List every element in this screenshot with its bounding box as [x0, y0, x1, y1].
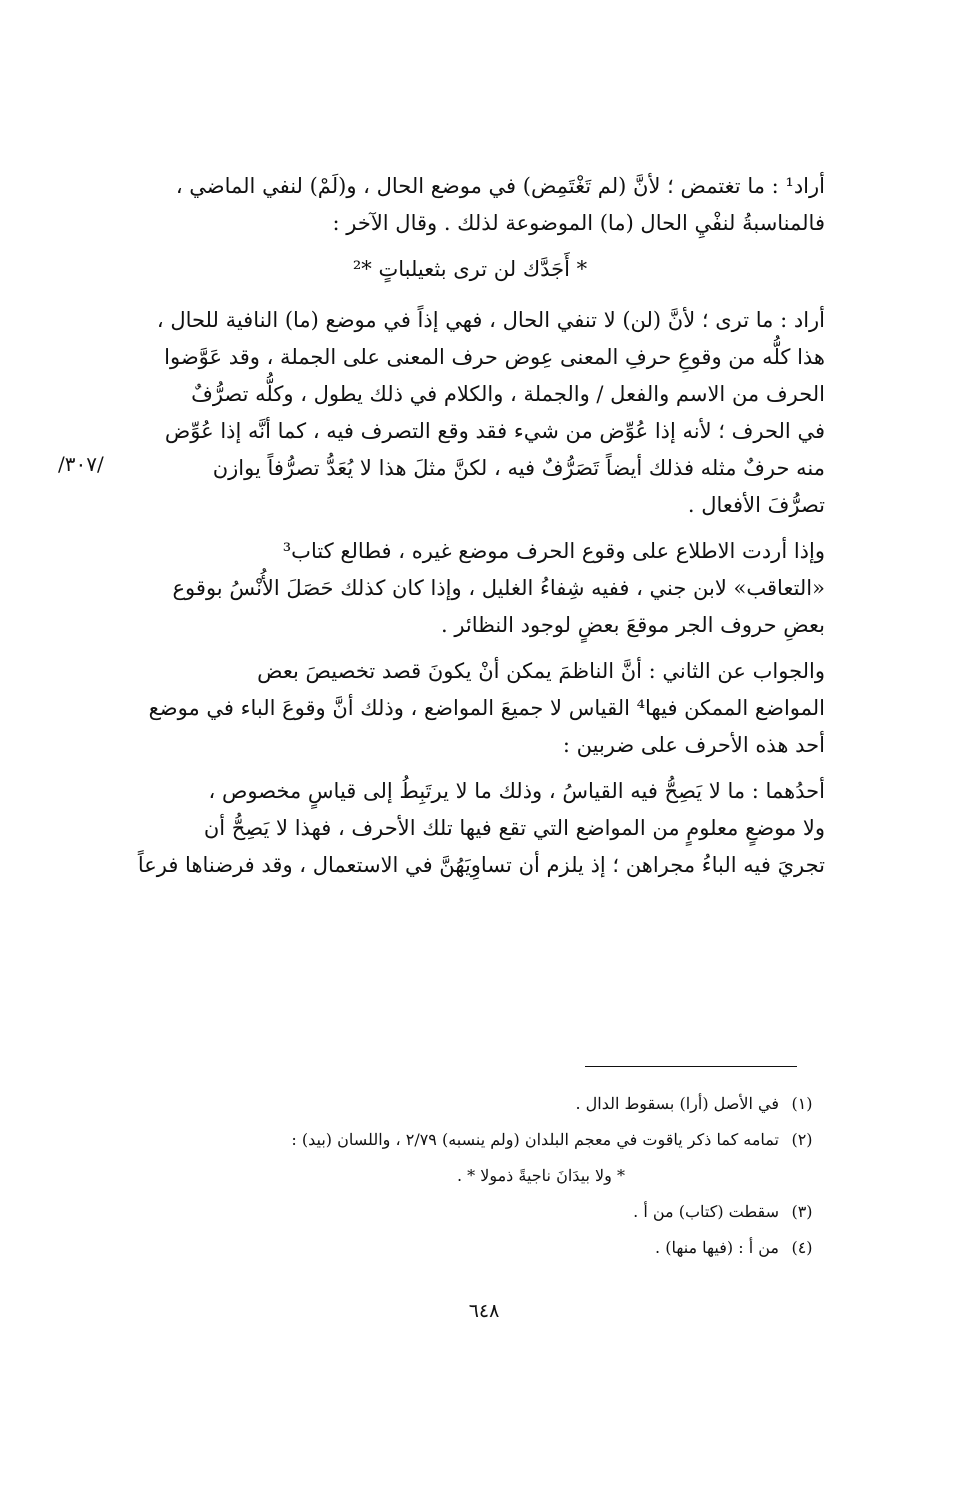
text-line: والجواب عن الثاني : أنَّ الناظمَ يمكن أنْ يكونَ قصد تخصيصَ بعض — [257, 659, 825, 683]
footnote-number: (١) — [791, 1094, 813, 1113]
footnote-number: (٣) — [791, 1202, 813, 1221]
text-line: هذا كلُّه من وقوعِ حرفِ المعنى عِوض حرف المعنى على الجملة ، وقد عَوَّضوا — [164, 345, 825, 369]
footnote-text: في الأصل (أرا) بسقوط الدال . — [575, 1094, 779, 1113]
footnote-number: (٤) — [791, 1238, 813, 1257]
text-line: «التعاقب» لابن جني ، ففيه شِفاءُ الغليل ، وإذا كان كذلك حَصَلَ الأُنْسُ بوقوع — [172, 576, 825, 600]
text-line: تجريَ فيه الباءُ مجراهن ؛ إذ يلزم أن تساوِيَهُنَّ في الاستعمال ، وقد فرضناها فرعاً — [137, 853, 825, 877]
page-number: ٦٤٨ — [468, 1300, 500, 1322]
text-line: أراد : ما ترى ؛ لأنَّ (لن) لا تنفي الحال ، فهي إذاً في موضع (ما) النافية للحال ، — [156, 308, 825, 332]
footnote-separator — [585, 1066, 797, 1067]
text-line: وإذا أردت الاطلاع على وقوع الحرف موضع غيره ، فطالع كتاب³ — [282, 539, 825, 563]
text-line: أراد¹ : ما تغتمض ؛ لأنَّ (لم تَغْتَمِض) في موضع الحال ، و(لَمْ) لنفي الماضي ، — [175, 174, 825, 198]
verse-line: * أَجَدَّك لن ترى بثعيلباتٍ *² — [352, 257, 588, 281]
text-line: أحد هذه الأحرف على ضربين : — [562, 733, 825, 757]
text-line: تصرُّفَ الأفعال . — [687, 493, 825, 517]
manuscript-page-marker: /٣٠٧/ — [58, 452, 104, 476]
footnote-verse: * ولا بيدَانَ ناجيةً ذمولا * . — [456, 1166, 625, 1185]
footnote-number: (٢) — [791, 1130, 813, 1149]
footnotes — [115, 1086, 825, 1266]
footnote-text: من أ : (فيها منها) . — [655, 1238, 779, 1257]
paragraph-5 — [115, 773, 825, 884]
footnote-3 — [115, 1194, 825, 1230]
text-line: ولا موضعٍ معلومٍ من المواضع التي تقع فيها تلك الأحرف ، فهذا لا يَصِحُّ أن — [203, 816, 825, 840]
text-line: بعضِ حروف الجر موقعَ بعضٍ لوجود النظائر . — [440, 613, 825, 637]
footnote-1 — [115, 1086, 825, 1122]
main-text — [115, 168, 825, 893]
footnote-2 — [115, 1122, 825, 1158]
paragraph-3 — [115, 533, 825, 644]
paragraph-1 — [115, 168, 825, 242]
text-line: أحدُهما : ما لا يَصِحُّ فيه القياسُ ، وذلك ما لا يرتَبِطُ إلى قياسٍ مخصوص ، — [208, 779, 825, 803]
footnote-4 — [115, 1230, 825, 1266]
footnote-text: تمامه كما ذكر ياقوت في معجم البلدان (ولم ينسبه) ٢/٧٩ ، واللسان (بيد) : — [291, 1130, 779, 1149]
footnote-text: سقطت (كتاب) من أ . — [633, 1202, 779, 1221]
paragraph-2 — [115, 302, 825, 524]
text-line: المواضع الممكن فيها⁴ القياس لا جميعَ المواضع ، وذلك أنَّ وقوعَ الباء في موضع — [148, 696, 825, 720]
text-line: الحرف من الاسم والفعل / والجملة ، والكلام في ذلك يطول ، وكلُّه تصرُّفٌ — [191, 382, 825, 406]
text-line: في الحرف ؛ لأنه إذا عُوِّض من شيء فقد وقع التصرف فيه ، كما أنَّه إذا عُوِّض — [164, 419, 825, 443]
text-line: فالمناسبةُ لنفْيِ الحال (ما) الموضوعة لذلك . وقال الآخر : — [332, 211, 825, 235]
paragraph-4 — [115, 653, 825, 764]
text-line: منه حرفٌ مثله فذلك أيضاً تَصَرُّفٌ فيه ، لكنَّ مثلَ هذا لا يُعَدُّ تصرُّفاً يوازن — [212, 456, 825, 480]
